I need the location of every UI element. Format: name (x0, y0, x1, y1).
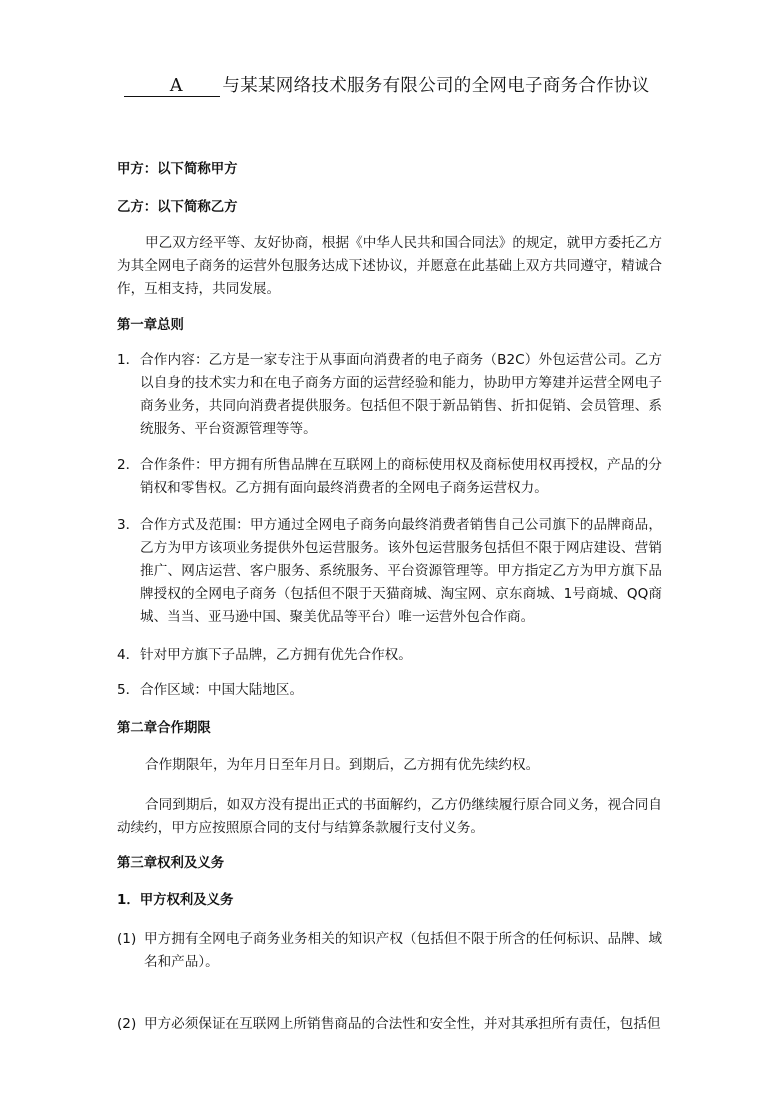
chapter-3-item (117, 928, 662, 974)
item-number: 5． (117, 682, 140, 698)
party-a-rights-heading: 1．甲方权利及义务 (117, 893, 234, 908)
chapter-1-heading: 第一章总则 (117, 318, 184, 333)
intro-paragraph: 甲乙双方经平等、友好协商，根据《中华人民共和国合同法》的规定，就甲方委托乙方为其全网电子商务的运营外包服务达成下述协议，并愿意在此基础上双方共同遵守，精诚合作，互相支持，共同发展。 (117, 235, 662, 297)
item-text: 合作区域：中国大陆地区。 (140, 682, 304, 698)
chapter-1-item (117, 644, 662, 667)
item-number: (1) (117, 931, 137, 947)
title-text: 与某某网络技术服务有限公司的全网电子商务合作协议 (222, 76, 650, 96)
item-number: 1． (117, 352, 140, 368)
item-number: 2． (117, 457, 140, 473)
chapter-1-item (117, 349, 662, 441)
chapter-1-item (117, 679, 662, 702)
chapter-1-item (117, 514, 662, 629)
item-text: 针对甲方旗下子品牌，乙方拥有优先合作权。 (140, 647, 412, 663)
item-text: 合作内容：乙方是一家专注于从事面向消费者的电子商务（B2C）外包运营公司。乙方以自身的技术实力和在电子商务方面的运营经验和能力，协助甲方筹建并运营全网电子商务业务，共同向消费者提供服务。包括但不限于新品销售、折扣促销、会员管理、系统服务、平台资源管理等等。 (140, 352, 662, 437)
item-text: 甲方必须保证在互联网上所销售商品的合法性和安全性，并对其承担所有责任，包括但 (144, 1016, 661, 1032)
item-text: 合作条件：甲方拥有所售品牌在互联网上的商标使用权及商标使用权再授权，产品的分销权和零售权。乙方拥有面向最终消费者的全网电子商务运营权力。 (140, 457, 662, 496)
party-b-line: 乙方：以下简称乙方 (117, 200, 238, 215)
item-text: 合作方式及范围：甲方通过全网电子商务向最终消费者销售自己公司旗下的品牌商品，乙方为甲方该项业务提供外包运营服务。该外包运营服务包括但不限于网店建设、营销推广、网店运营、客户服务、系统服务、平台资源管理等。甲方指定乙方为甲方旗下品牌授权的全网电子商务（包括但不限于天猫商城、淘宝网、京东商城、1号商城、QQ商城、当当、亚马逊中国、聚美优品等平台）唯一运营外包合作商。 (140, 517, 662, 625)
chapter-3-item (117, 1013, 662, 1036)
item-text: 甲方拥有全网电子商务业务相关的知识产权（包括但不限于所含的任何标识、品牌、域名和产品）。 (144, 931, 662, 970)
item-number: 3． (117, 517, 140, 533)
item-number: 4． (117, 647, 140, 663)
item-number: (2) (117, 1016, 137, 1032)
chapter-2-paragraph-1: 合作期限年，为年月日至年月日。到期后，乙方拥有优先续约权。 (145, 757, 540, 773)
title-blank-field: A (124, 76, 220, 97)
document-title (0, 72, 774, 97)
chapter-2-heading: 第二章合作期限 (117, 721, 211, 736)
chapter-3-heading: 第三章权利及义务 (117, 856, 225, 871)
chapter-2-paragraph-2: 合同到期后，如双方没有提出正式的书面解约，乙方仍继续履行原合同义务，视合同自动续约，甲方应按照原合同的支付与结算条款履行支付义务。 (117, 797, 662, 836)
party-a-line: 甲方：以下简称甲方 (117, 162, 238, 177)
chapter-1-item (117, 454, 662, 500)
